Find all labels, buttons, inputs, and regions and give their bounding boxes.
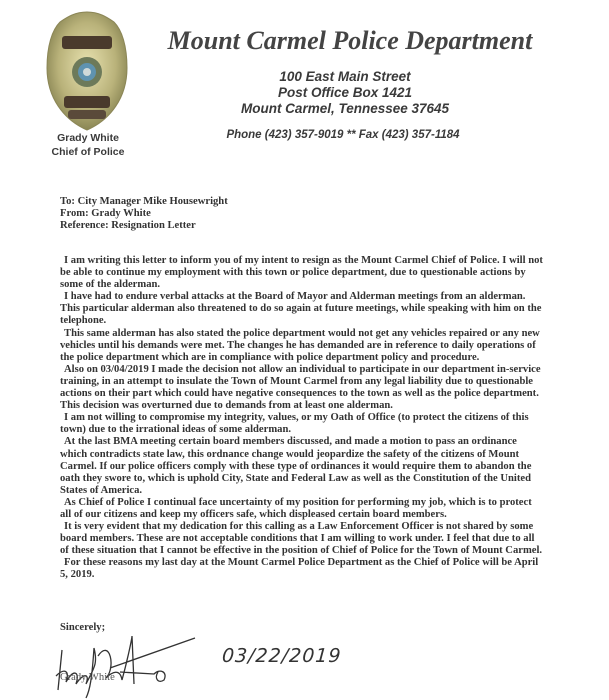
letter-body — [60, 255, 560, 582]
memo-to: To: City Manager Mike Housewright — [60, 196, 228, 207]
chief-name: Grady White — [57, 132, 119, 144]
paragraph-line: some of the alderman. — [60, 279, 161, 291]
paragraph-line: Also on 03/04/2019 I made the decision not allow an individual to participate in our department in-service — [64, 363, 541, 375]
paragraph-line: It is very evident that my dedication for this calling as a Law Enforcement Officer is not shared by some — [64, 521, 534, 533]
paragraph-line: States of America. — [60, 484, 143, 496]
phone-fax: Phone (423) 357-9019 ** Fax (423) 357-1184 — [226, 129, 460, 141]
police-badge-icon — [44, 10, 130, 132]
paragraph-line: At the last BMA meeting certain board members discussed, and made a motion to pass an ordinance — [64, 436, 517, 448]
paragraph-line: This particular alderman also threatened to do so again at future meetings, while speaking with him on the — [60, 303, 542, 315]
paragraph-line: the police department which are in compliance with police department policy and procedure. — [60, 351, 480, 363]
salutation: Sincerely; — [60, 622, 106, 633]
paragraph-line: 5, 2019. — [60, 569, 95, 581]
signature — [50, 628, 200, 700]
paragraph-line: This same alderman has also stated the police department would not get any vehicles repaired or any new — [64, 327, 540, 339]
paragraph-line: actions on their part which could have negative consequences to the town as well as the police department. — [60, 388, 539, 400]
signer-name: Grady White — [60, 672, 115, 683]
address-city: Mount Carmel, Tennessee 37645 — [240, 101, 450, 116]
memo-from: From: Grady White — [60, 208, 151, 219]
paragraph-line: be able to continue my employment with this town or police department, due to questionable actions by — [60, 267, 526, 279]
paragraph-line: oath they swore to, which is uphold City, State and Federal Law as well as the Constitution of the United — [60, 472, 531, 484]
address-po-box: Post Office Box 1421 — [277, 85, 413, 100]
paragraph-line: For these reasons my last day at the Mount Carmel Police Department as the Chief of Police will be April — [64, 557, 539, 569]
paragraph-line: I am writing this letter to inform you of my intent to resign as the Mount Carmel Chief of Police. I will not — [64, 255, 543, 266]
paragraph-line: town) due to the irrational ideas of some alderman. — [60, 424, 291, 436]
paragraph-line: telephone. — [60, 315, 107, 327]
address-street: 100 East Main Street — [279, 69, 411, 84]
chief-title: Chief of Police — [51, 146, 125, 158]
paragraph-line: Carmel. If our police officers comply with these type of ordinances it would require them to abandon the — [60, 460, 532, 472]
paragraph-line: This decision was overturned due to demands from at least one alderman. — [60, 400, 393, 412]
paragraph-line: which contradicts state law, this ordnance change would jeopardize the safety of the citizens of Mount — [60, 448, 520, 460]
paragraph-line: board members. These are not acceptable conditions that I am willing to work under. I feel that due to all — [60, 533, 535, 545]
paragraph-line: vehicles until his demands were met. The changes he has demanded are in reference to daily operations of — [60, 339, 536, 351]
paragraph-line: As Chief of Police I continual face uncertainty of my position for performing my job, which is to protect — [64, 496, 532, 508]
paragraph-line: all of our citizens and keep my officers safe, which displeased certain board members. — [60, 508, 447, 520]
handwritten-date: 03/22/2019 — [221, 645, 343, 667]
memo-reference: Reference: Resignation Letter — [60, 220, 196, 231]
paragraph-line: I am not willing to compromise my integrity, values, or my Oath of Office (to protect the citizens of this — [64, 412, 529, 424]
paragraph-line: of these situation that I cannot be effective in the position of Chief of Police for the Town of Mount Carmel. — [60, 545, 543, 557]
department-title: Mount Carmel Police Department — [167, 26, 533, 55]
paragraph-line: training, in an attempt to insulate the Town of Mount Carmel from any legal liability due to questionable — [60, 375, 534, 387]
paragraph-line: I have had to endure verbal attacks at the Board of Mayor and Alderman meetings from an alderman. — [64, 291, 526, 303]
